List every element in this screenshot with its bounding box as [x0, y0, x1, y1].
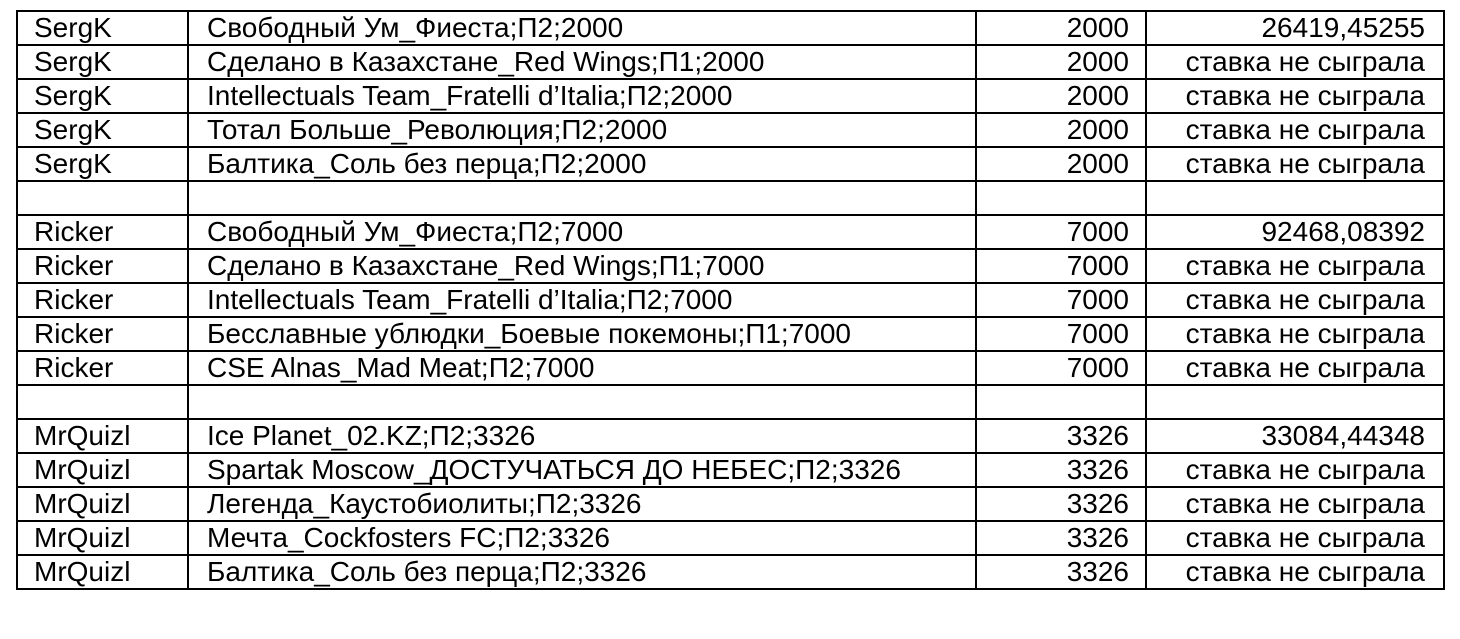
table-row	[17, 453, 1444, 487]
bet-result-cell: ставка не сыграла	[1146, 521, 1444, 555]
bet-description-cell: Мечта_Cockfosters FC;П2;3326	[188, 521, 976, 555]
bet-amount-cell: 7000	[976, 351, 1146, 385]
player-name-cell: Ricker	[17, 283, 188, 317]
table-row	[17, 351, 1444, 385]
table-row	[17, 419, 1444, 453]
player-name-cell	[17, 181, 188, 215]
player-name-cell: MrQuizl	[17, 487, 188, 521]
player-name-cell: MrQuizl	[17, 555, 188, 589]
bet-amount-cell: 2000	[976, 79, 1146, 113]
bet-amount-cell: 7000	[976, 317, 1146, 351]
bet-amount-cell: 2000	[976, 113, 1146, 147]
player-name-cell: SergK	[17, 11, 188, 45]
player-name-cell: Ricker	[17, 215, 188, 249]
bet-result-cell: ставка не сыграла	[1146, 79, 1444, 113]
bet-description-cell: Свободный Ум_Фиеста;П2;7000	[188, 215, 976, 249]
player-name-cell: MrQuizl	[17, 453, 188, 487]
player-name-cell: SergK	[17, 147, 188, 181]
bet-description-cell: Сделано в Казахстане_Red Wings;П1;7000	[188, 249, 976, 283]
player-name-cell: Ricker	[17, 351, 188, 385]
bet-amount-cell: 3326	[976, 521, 1146, 555]
bet-amount-cell: 2000	[976, 45, 1146, 79]
player-name-cell: MrQuizl	[17, 419, 188, 453]
bet-result-cell: ставка не сыграла	[1146, 453, 1444, 487]
bet-amount-cell: 3326	[976, 453, 1146, 487]
bet-amount-cell: 3326	[976, 555, 1146, 589]
table-row	[17, 249, 1444, 283]
bet-amount-cell: 7000	[976, 249, 1146, 283]
bet-result-cell: 33084,44348	[1146, 419, 1444, 453]
table-row	[17, 283, 1444, 317]
player-name-cell	[17, 385, 188, 419]
table-row	[17, 521, 1444, 555]
bet-result-cell: ставка не сыграла	[1146, 113, 1444, 147]
bet-amount-cell: 7000	[976, 215, 1146, 249]
bet-description-cell: CSE Alnas_Mad Meat;П2;7000	[188, 351, 976, 385]
bet-amount-cell: 7000	[976, 283, 1146, 317]
bet-amount-cell	[976, 385, 1146, 419]
bet-description-cell: Легенда_Каустобиолиты;П2;3326	[188, 487, 976, 521]
bet-description-cell: Spartak Moscow_ДОСТУЧАТЬСЯ ДО НЕБЕС;П2;3326	[188, 453, 976, 487]
bet-result-cell	[1146, 385, 1444, 419]
bet-result-cell: ставка не сыграла	[1146, 45, 1444, 79]
spacer-row	[17, 385, 1444, 419]
player-name-cell: MrQuizl	[17, 521, 188, 555]
player-name-cell: SergK	[17, 79, 188, 113]
bet-result-cell: 26419,45255	[1146, 11, 1444, 45]
bets-table	[16, 10, 1445, 590]
table-row	[17, 45, 1444, 79]
table-row	[17, 147, 1444, 181]
bet-result-cell: ставка не сыграла	[1146, 555, 1444, 589]
bet-amount-cell: 2000	[976, 147, 1146, 181]
bet-description-cell: Балтика_Соль без перца;П2;2000	[188, 147, 976, 181]
bet-description-cell: Свободный Ум_Фиеста;П2;2000	[188, 11, 976, 45]
table-row	[17, 555, 1444, 589]
bet-result-cell: ставка не сыграла	[1146, 249, 1444, 283]
bet-description-cell	[188, 385, 976, 419]
table-row	[17, 79, 1444, 113]
bet-result-cell: ставка не сыграла	[1146, 487, 1444, 521]
bet-amount-cell: 3326	[976, 487, 1146, 521]
table-row	[17, 113, 1444, 147]
bet-amount-cell	[976, 181, 1146, 215]
bet-description-cell: Сделано в Казахстане_Red Wings;П1;2000	[188, 45, 976, 79]
bet-description-cell: Бесславные ублюдки_Боевые покемоны;П1;7000	[188, 317, 976, 351]
bet-result-cell: 92468,08392	[1146, 215, 1444, 249]
bet-description-cell: Балтика_Соль без перца;П2;3326	[188, 555, 976, 589]
bet-description-cell: Тотал Больше_Революция;П2;2000	[188, 113, 976, 147]
bet-result-cell: ставка не сыграла	[1146, 317, 1444, 351]
bet-description-cell	[188, 181, 976, 215]
table-row	[17, 317, 1444, 351]
player-name-cell: Ricker	[17, 249, 188, 283]
bet-result-cell: ставка не сыграла	[1146, 283, 1444, 317]
bets-table-body	[17, 11, 1444, 589]
bet-amount-cell: 2000	[976, 11, 1146, 45]
bet-result-cell: ставка не сыграла	[1146, 351, 1444, 385]
bet-amount-cell: 3326	[976, 419, 1146, 453]
spacer-row	[17, 181, 1444, 215]
table-row	[17, 215, 1444, 249]
player-name-cell: SergK	[17, 113, 188, 147]
bet-result-cell: ставка не сыграла	[1146, 147, 1444, 181]
player-name-cell: Ricker	[17, 317, 188, 351]
bet-description-cell: Intellectuals Team_Fratelli d’Italia;П2;2000	[188, 79, 976, 113]
player-name-cell: SergK	[17, 45, 188, 79]
bet-description-cell: Intellectuals Team_Fratelli d’Italia;П2;7000	[188, 283, 976, 317]
bet-description-cell: Ice Planet_02.KZ;П2;3326	[188, 419, 976, 453]
table-row	[17, 487, 1444, 521]
table-row	[17, 11, 1444, 45]
bet-result-cell	[1146, 181, 1444, 215]
